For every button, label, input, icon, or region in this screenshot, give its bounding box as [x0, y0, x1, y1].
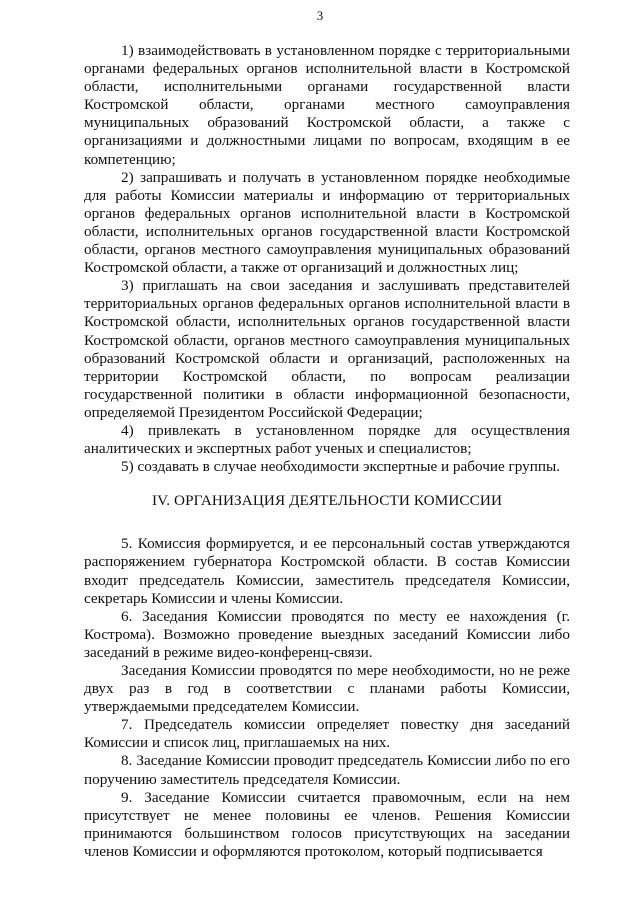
paragraph-6-continued: Заседания Комиссии проводятся по мере необходимости, но не реже двух раз в год в соответствии с планами работы Комиссии, утверждаемыми председателем Комиссии.	[84, 662, 570, 716]
list-item-2: 2) запрашивать и получать в установленном порядке необходимые для работы Комиссии материалы и информацию от территориальных органов федеральных органов исполнительной власти в Костромской области, исполнительных органов государственной власти Костромской области, органов местного самоуправления муниципальных образований Костромской области, а также от организаций и должностных лиц;	[84, 168, 570, 277]
paragraph-6: 6. Заседания Комиссии проводятся по месту ее нахождения (г. Кострома). Возможно проведение выездных заседаний Комиссии либо заседаний в режиме видео-конференц-связи.	[84, 607, 570, 661]
page-number: 3	[316, 8, 324, 23]
paragraph-8: 8. Заседание Комиссии проводит председатель Комиссии либо по его поручению заместитель председателя Комиссии.	[84, 752, 570, 788]
paragraph-9: 9. Заседание Комиссии считается правомочным, если на нем присутствует не менее половины ее членов. Решения Комиссии принимаются большинством голосов присутствующих на заседании членов Комиссии и оформляются протоколом, который подписывается	[84, 788, 570, 860]
list-item-5: 5) создавать в случае необходимости экспертные и рабочие группы.	[121, 458, 560, 476]
list-item-3: 3) приглашать на свои заседания и заслушивать представителей территориальных органов федеральных органов исполнительной власти в Костромской области, исполнительных органов государственной власти Костромской области, органов местного самоуправления муниципальных образований Костромской области и организаций, расположенных на территории Костромской области, по вопросам реализации государственной политики в области информационной безопасности, определяемой Президентом Российской Федерации;	[84, 277, 570, 421]
paragraph-7: 7. Председатель комиссии определяет повестку дня заседаний Комиссии и список лиц, приглашаемых на них.	[84, 716, 570, 752]
paragraph-5: 5. Комиссия формируется, и ее персональный состав утверждаются распоряжением губернатора Костромской области. В состав Комиссии входит председатель Комиссии, заместитель председателя Комиссии, секретарь Комиссии и члены Комиссии.	[84, 535, 570, 607]
list-item-1: 1) взаимодействовать в установленном порядке с территориальными органами федеральных органов исполнительной власти в Костромской области, исполнительными органами государственной власти Костромской области, органами местного самоуправления муниципальных образований Костромской области, а также с организациями и должностными лицами по вопросам, входящим в ее компетенцию;	[84, 42, 570, 168]
list-item-4: 4) привлекать в установленном порядке для осуществления аналитических и экспертных работ ученых и специалистов;	[84, 421, 570, 458]
section-heading: IV. ОРГАНИЗАЦИЯ ДЕЯТЕЛЬНОСТИ КОМИССИИ	[151, 492, 503, 510]
document-body	[84, 42, 570, 861]
